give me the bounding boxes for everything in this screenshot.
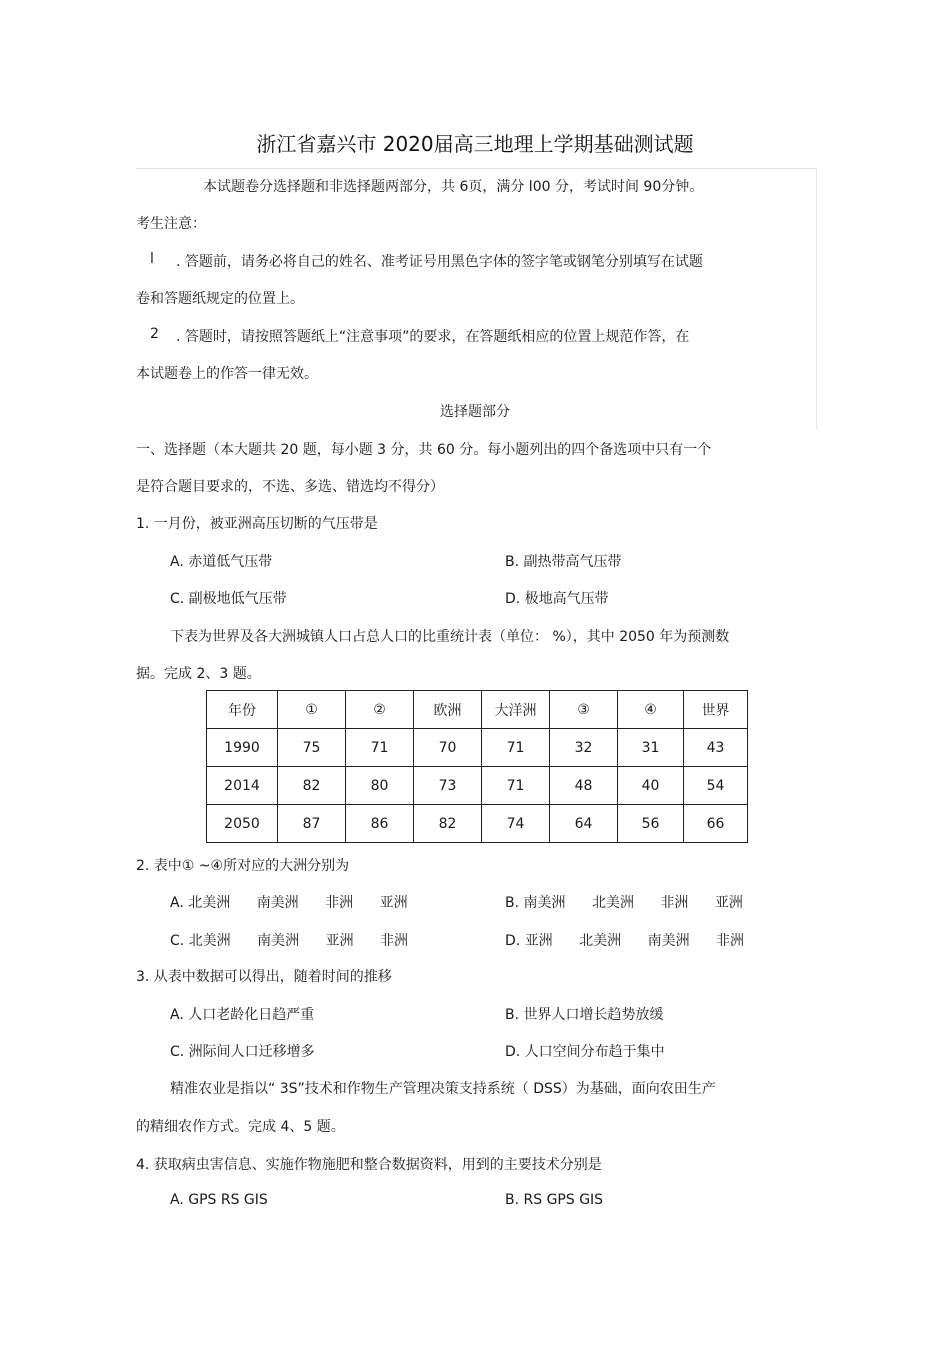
option-term: 南美洲 <box>256 895 299 911</box>
option-term: 南美洲 <box>647 933 690 949</box>
option-term: 南美洲 <box>523 895 566 911</box>
notice-item-1-line1: . 答题前，请务必将自己的姓名、准考证号用黑色字体的签字笔或钢笔分别填写在试题 <box>176 254 703 270</box>
question-1-stem: 1. 一月份，被亚洲高压切断的气压带是 <box>136 516 378 532</box>
urban-population-table <box>206 690 748 843</box>
question-3-option-a: A. 人口老龄化日趋严重 <box>170 1007 315 1023</box>
notice-item-2-number: 2 <box>150 326 159 342</box>
question-2-stem: 2. 表中① ~④所对应的大洲分别为 <box>136 858 350 874</box>
table-cell: 82 <box>278 767 346 805</box>
intro-line: 本试题卷分选择题和非选择题两部分，共 6页，满分 l00 分，考试时间 90分钟。 <box>203 179 704 195</box>
question-2-option-c <box>170 930 408 950</box>
frame-top-border <box>136 168 816 169</box>
table-cell: 1990 <box>207 729 278 767</box>
table-cell: 71 <box>482 729 550 767</box>
question-4-option-a: A. GPS RS GIS <box>170 1192 268 1208</box>
table-cell: 80 <box>346 767 414 805</box>
table-header-cell: 年份 <box>207 691 278 729</box>
table-cell: 73 <box>414 767 482 805</box>
question-1-option-d: D. 极地高气压带 <box>505 591 609 607</box>
table-header-cell: ④ <box>618 691 684 729</box>
part1-instructions-line2: 是符合题目要求的，不选、多选、错选均不得分） <box>136 479 444 495</box>
table-cell: 64 <box>550 805 618 843</box>
option-term: 北美洲 <box>591 895 634 911</box>
option-term: 亚洲 <box>325 933 354 949</box>
notice-item-2-line1: . 答题时，请按照答题纸上“注意事项”的要求，在答题纸相应的位置上规范作答，在 <box>176 329 690 345</box>
option-term: 非洲 <box>716 933 745 949</box>
table-cell: 31 <box>618 729 684 767</box>
table-cell: 87 <box>278 805 346 843</box>
notice-item-1-line2: 卷和答题纸规定的位置上。 <box>136 291 304 307</box>
question-4-option-b: B. RS GPS GIS <box>505 1192 604 1208</box>
question-4-5-intro-line2: 的精细农作方式。完成 4、5 题。 <box>136 1119 345 1135</box>
question-1-option-b: B. 副热带高气压带 <box>505 554 622 570</box>
table-intro-line2: 据。完成 2、3 题。 <box>136 666 261 682</box>
option-term: 非洲 <box>380 933 409 949</box>
option-term: 非洲 <box>325 895 354 911</box>
option-term: 非洲 <box>660 895 689 911</box>
table-header-cell: ② <box>346 691 414 729</box>
table-header-cell: ③ <box>550 691 618 729</box>
table-cell: 40 <box>618 767 684 805</box>
option-term: 北美洲 <box>188 895 231 911</box>
table-row <box>207 767 748 805</box>
table-cell: 75 <box>278 729 346 767</box>
question-2-option-a <box>170 892 408 912</box>
notice-item-2-line2: 本试题卷上的作答一律无效。 <box>136 366 318 382</box>
table-header-cell: ① <box>278 691 346 729</box>
option-label: B. <box>505 895 520 911</box>
table-cell: 71 <box>346 729 414 767</box>
question-4-5-intro-line1: 精准农业是指以“ 3S”技术和作物生产管理决策支持系统（ DSS）为基础，面向农田生产 <box>170 1081 716 1097</box>
option-term: 亚洲 <box>714 895 743 911</box>
option-term: 亚洲 <box>379 895 408 911</box>
table-cell: 2014 <box>207 767 278 805</box>
option-term: 北美洲 <box>188 933 231 949</box>
table-header-cell: 欧洲 <box>414 691 482 729</box>
table-cell: 71 <box>482 767 550 805</box>
table-cell: 2050 <box>207 805 278 843</box>
question-4-stem: 4. 获取病虫害信息、实施作物施肥和整合数据资料，用到的主要技术分别是 <box>136 1157 602 1173</box>
table-cell: 86 <box>346 805 414 843</box>
table-cell: 32 <box>550 729 618 767</box>
option-term: 亚洲 <box>524 933 553 949</box>
question-3-option-d: D. 人口空间分布趋于集中 <box>505 1044 665 1060</box>
table-cell: 43 <box>684 729 748 767</box>
table-cell: 66 <box>684 805 748 843</box>
table-header-cell: 世界 <box>684 691 748 729</box>
table-cell: 74 <box>482 805 550 843</box>
table-cell: 82 <box>414 805 482 843</box>
table-row <box>207 729 748 767</box>
part1-instructions-line1: 一、选择题（本大题共 20 题，每小题 3 分，共 60 分。每小题列出的四个备选项中只有一个 <box>136 442 712 458</box>
table-cell: 54 <box>684 767 748 805</box>
table-intro-line1: 下表为世界及各大洲城镇人口占总人口的比重统计表（单位： %），其中 2050 年为预测数 <box>170 629 730 645</box>
option-label: A. <box>170 895 184 911</box>
question-3-option-c: C. 洲际间人口迁移增多 <box>170 1044 315 1060</box>
question-1-option-c: C. 副极地低气压带 <box>170 591 287 607</box>
frame-right-border <box>816 168 817 430</box>
table-cell: 70 <box>414 729 482 767</box>
question-3-stem: 3. 从表中数据可以得出，随着时间的推移 <box>136 969 392 985</box>
option-label: C. <box>170 933 185 949</box>
question-1-option-a: A. 赤道低气压带 <box>170 554 273 570</box>
question-3-option-b: B. 世界人口增长趋势放缓 <box>505 1007 664 1023</box>
option-term: 北美洲 <box>579 933 622 949</box>
table-cell: 48 <box>550 767 618 805</box>
table-header-cell: 大洋洲 <box>482 691 550 729</box>
table-header-row <box>207 691 748 729</box>
option-label: D. <box>505 933 521 949</box>
option-term: 南美洲 <box>257 933 300 949</box>
question-2-option-d <box>505 930 744 950</box>
page-title: 浙江省嘉兴市 2020届高三地理上学期基础测试题 <box>256 132 694 156</box>
question-2-option-b <box>505 892 743 912</box>
section-title: 选择题部分 <box>440 404 510 420</box>
notice-heading: 考生注意： <box>136 216 206 232</box>
table-cell: 56 <box>618 805 684 843</box>
table-row <box>207 805 748 843</box>
notice-item-1-number: l <box>150 251 154 267</box>
